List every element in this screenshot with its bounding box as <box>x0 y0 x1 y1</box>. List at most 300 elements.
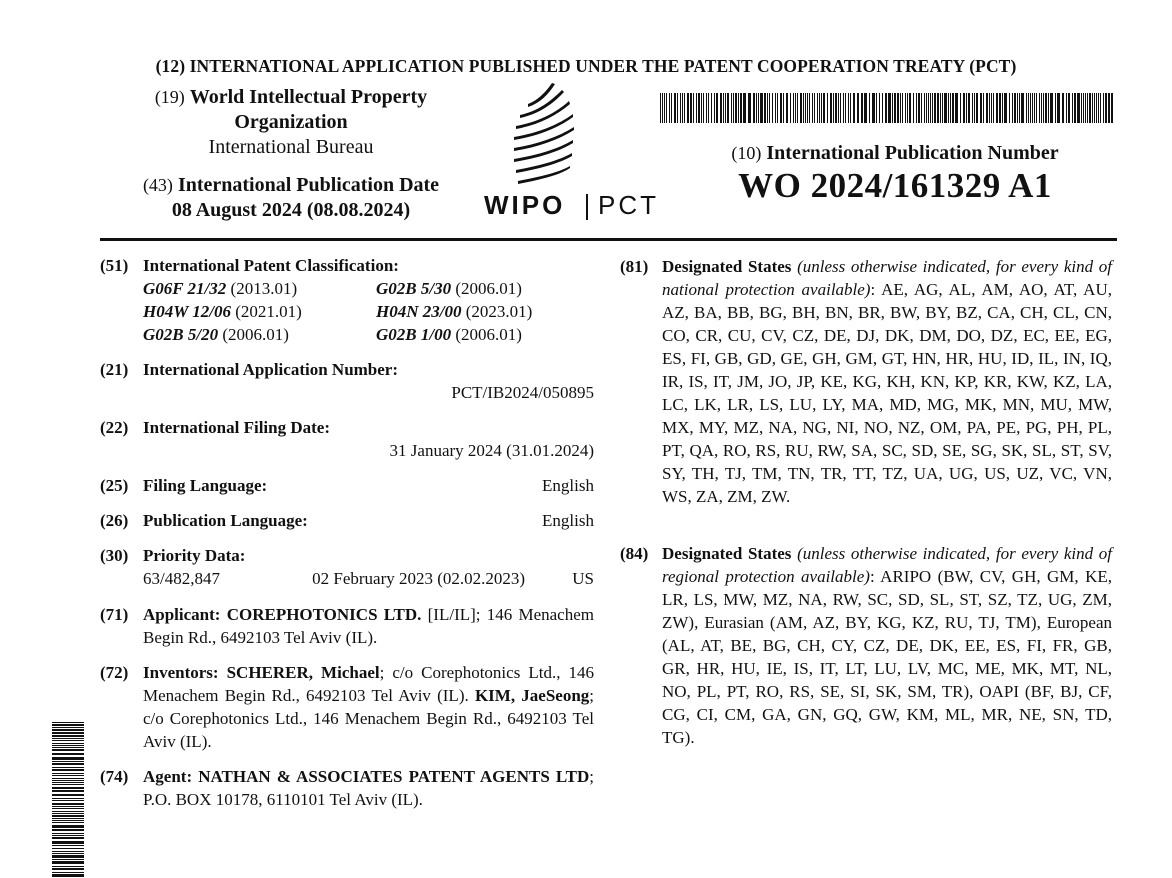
barcode-bar <box>918 93 920 123</box>
barcode-bar <box>861 93 863 123</box>
filing-lang-value: English <box>542 476 594 495</box>
agent-label: Agent: <box>143 767 193 786</box>
field-designated-regional <box>620 542 1112 749</box>
barcode-bar <box>767 93 768 123</box>
barcode-bar <box>790 93 791 123</box>
barcode-bar <box>52 822 84 823</box>
barcode-bar <box>701 93 702 123</box>
field-publication-language <box>100 509 594 532</box>
barcode-bar <box>52 859 84 860</box>
app-number-value: PCT/IB2024/050895 <box>451 383 594 402</box>
pub-date-label: International Publication Date <box>177 174 440 196</box>
applicant-address: [IL/IL]; 146 Menachem Begin Rd., 6492103 Tel Aviv (IL). <box>143 605 594 647</box>
barcode-bar <box>684 93 685 123</box>
barcode-bar <box>974 93 975 123</box>
barcode-bar <box>52 769 84 771</box>
app-number-code: (21) <box>100 360 129 379</box>
barcode-bar <box>52 724 84 726</box>
barcode-bar <box>775 93 776 123</box>
logo-divider <box>586 194 588 220</box>
barcode-bar <box>909 93 911 123</box>
barcode-bar <box>955 93 958 123</box>
barcode-bar <box>882 93 883 123</box>
barcode-bar <box>897 93 899 123</box>
field-filing-date <box>100 416 594 462</box>
barcode-bar <box>845 93 846 123</box>
inventor-address-2: ; c/o Corephotonics Ltd., 146 Menachem Begin Rd., 6492103 Tel Aviv (IL). <box>143 686 595 751</box>
barcode-bar <box>52 811 84 812</box>
barcode-bar <box>793 93 794 123</box>
pub-lang-code: (26) <box>100 511 129 530</box>
barcode-bar <box>1055 93 1056 123</box>
barcode-bar <box>52 803 84 805</box>
barcode-bar <box>1039 93 1040 123</box>
barcode-bar <box>1043 93 1044 123</box>
barcode-bar <box>52 813 84 814</box>
barcode-bar <box>795 93 796 123</box>
barcode-bar <box>1019 93 1020 123</box>
barcode-bar <box>989 93 990 123</box>
barcode-side-icon <box>52 722 84 878</box>
ipc-code: (51) <box>100 256 129 275</box>
barcode-bar <box>809 93 810 123</box>
barcode-bar <box>52 861 84 864</box>
barcode-bar <box>693 93 694 123</box>
filing-lang-code: (25) <box>100 476 129 495</box>
barcode-bar <box>735 93 737 123</box>
applicant-name: COREPHOTONICS LTD. <box>226 605 422 624</box>
agent-address: ; P.O. BOX 10178, 6110101 Tel Aviv (IL). <box>143 767 595 809</box>
barcode-bar <box>52 761 84 762</box>
barcode-bar <box>52 738 84 739</box>
barcode-bar <box>1098 93 1099 123</box>
barcode-bar <box>797 93 798 123</box>
pub-lang-value: English <box>542 511 594 530</box>
barcode-bar <box>764 93 766 123</box>
barcode-bar <box>52 787 84 789</box>
agent-code: (74) <box>100 767 129 786</box>
pub-number-label: International Publication Number <box>766 142 1059 164</box>
barcode-bar <box>1096 93 1097 123</box>
barcode-bar <box>52 794 84 796</box>
barcode-bar <box>812 93 813 123</box>
inventors-code: (72) <box>100 663 129 682</box>
barcode-bar <box>52 778 84 779</box>
barcode-bar <box>916 93 917 123</box>
barcode-bar <box>52 753 84 755</box>
barcode-bar <box>835 93 837 123</box>
barcode-bar <box>786 93 788 123</box>
barcode-bar <box>996 93 998 123</box>
pub-date-code: (43) <box>142 175 173 195</box>
barcode-bar <box>690 93 692 123</box>
priority-code: (30) <box>100 546 129 565</box>
barcode-bar <box>1074 93 1076 123</box>
designated-national-code: (81) <box>620 257 649 276</box>
barcode-bar <box>733 93 734 123</box>
barcode-bar <box>52 818 84 819</box>
barcode-bar <box>677 93 678 123</box>
barcode-bar <box>950 93 951 123</box>
barcode-bar <box>52 782 84 783</box>
barcode-bar <box>52 845 84 846</box>
barcode-bar <box>1004 93 1007 123</box>
barcode-bar <box>850 93 851 123</box>
barcode-bar <box>999 93 1001 123</box>
designated-national-label: Designated States <box>662 257 792 276</box>
org-name-line1: World Intellectual Property <box>189 86 428 108</box>
barcode-bar <box>1021 93 1024 123</box>
barcode-bar <box>52 815 84 817</box>
barcode-bar <box>52 763 84 765</box>
barcode-bar <box>900 93 901 123</box>
barcode-bar <box>1083 93 1084 123</box>
barcode-bar <box>907 93 908 123</box>
barcode-bar <box>52 853 84 854</box>
barcode-bar <box>843 93 844 123</box>
field-filing-language <box>100 474 594 497</box>
barcode-bar <box>52 757 84 760</box>
barcode-bar <box>783 93 784 123</box>
barcode-bar <box>52 747 84 748</box>
barcode-bar <box>1111 93 1113 123</box>
barcode-bar <box>937 93 939 123</box>
field-designated-national <box>620 255 1112 508</box>
barcode-bar <box>888 93 891 123</box>
barcode-bar <box>1057 93 1060 123</box>
barcode-bar <box>1108 93 1110 123</box>
barcode-bar <box>1085 93 1086 123</box>
barcode-bar <box>894 93 896 123</box>
barcode-bar <box>666 93 667 123</box>
barcode-bar <box>743 93 746 123</box>
barcode-bar <box>853 93 855 123</box>
barcode-bar <box>963 93 965 123</box>
barcode-bar <box>52 740 84 741</box>
barcode-bar <box>848 93 849 123</box>
barcode-bar <box>52 833 84 834</box>
barcode-bar <box>780 93 782 123</box>
barcode-bar <box>800 93 802 123</box>
priority-row <box>143 567 594 590</box>
barcode-bar <box>814 93 815 123</box>
org-bureau: International Bureau <box>208 136 374 158</box>
barcode-bar <box>52 775 84 776</box>
barcode-bar <box>52 732 84 734</box>
barcode-bar <box>942 93 943 123</box>
barcode-bar <box>940 93 941 123</box>
ipc-item: H04W 12/06 (2021.01) <box>143 302 302 321</box>
barcode-bar <box>857 93 859 123</box>
barcode-bar <box>674 93 676 123</box>
barcode-bar <box>819 93 820 123</box>
barcode-bar <box>1081 93 1082 123</box>
barcode-bar <box>52 767 84 768</box>
barcode-top-icon <box>660 93 1114 123</box>
barcode-bar <box>966 93 967 123</box>
barcode-bar <box>727 93 729 123</box>
barcode-bar <box>760 93 763 123</box>
barcode-bar <box>682 93 683 123</box>
document-header: (12) INTERNATIONAL APPLICATION PUBLISHED UNDER THE PATENT COOPERATION TREATY (PCT) <box>155 56 1017 76</box>
barcode-bar <box>926 93 927 123</box>
barcode-bar <box>660 93 661 123</box>
barcode-bar <box>1089 93 1091 123</box>
barcode-bar <box>913 93 914 123</box>
barcode-bar <box>885 93 887 123</box>
barcode-bar <box>52 784 84 785</box>
barcode-bar <box>952 93 954 123</box>
designated-regional-code: (84) <box>620 544 649 563</box>
organization-block <box>130 85 452 160</box>
barcode-bar <box>817 93 818 123</box>
barcode-bar <box>664 93 665 123</box>
inventor-name-2: KIM, JaeSeong <box>474 686 590 705</box>
barcode-bar <box>905 93 906 123</box>
barcode-bar <box>52 743 84 744</box>
pub-lang-label: Publication Language: <box>143 511 308 530</box>
field-applicant <box>100 603 594 649</box>
barcode-bar <box>52 825 84 828</box>
barcode-bar <box>52 848 84 849</box>
barcode-bar <box>52 798 84 799</box>
barcode-bar <box>720 93 722 123</box>
org-name-line2: Organization <box>234 111 348 133</box>
barcode-bar <box>879 93 880 123</box>
ipc-item: H04N 23/00 (2023.01) <box>376 302 533 321</box>
priority-label: Priority Data: <box>143 546 246 565</box>
barcode-bar <box>1100 93 1101 123</box>
barcode-bar <box>52 866 84 867</box>
field-agent <box>100 765 594 811</box>
barcode-bar <box>1048 93 1049 123</box>
barcode-bar <box>1094 93 1095 123</box>
designated-national-note: (unless otherwise indicated, for every kind of national protection available) <box>662 257 1112 299</box>
barcode-bar <box>52 808 84 809</box>
barcode-bar <box>769 93 770 123</box>
barcode-bar <box>714 93 715 123</box>
barcode-bar <box>932 93 933 123</box>
barcode-bar <box>805 93 806 123</box>
barcode-bar <box>960 93 961 123</box>
barcode-bar <box>52 727 84 728</box>
barcode-bar <box>876 93 877 123</box>
barcode-bar <box>902 93 903 123</box>
barcode-bar <box>52 749 84 751</box>
ipc-item: G02B 5/20 (2006.01) <box>143 325 289 344</box>
barcode-bar <box>872 93 875 123</box>
barcode-bar <box>840 93 841 123</box>
barcode-bar <box>1012 93 1013 123</box>
barcode-bar <box>703 93 704 123</box>
barcode-bar <box>1103 93 1104 123</box>
barcode-bar <box>52 780 84 781</box>
barcode-bar <box>921 93 922 123</box>
ipc-item: G06F 21/32 (2013.01) <box>143 279 298 298</box>
barcode-bar <box>52 806 84 807</box>
barcode-bar <box>1009 93 1010 123</box>
wipo-wordmark: WIPO <box>484 190 566 220</box>
priority-date: 02 February 2023 (02.02.2023) <box>312 569 526 588</box>
applicant-label: Applicant: <box>143 605 221 624</box>
ipc-label: International Patent Classification: <box>143 256 399 275</box>
barcode-bar <box>52 722 84 723</box>
barcode-bar <box>1041 93 1042 123</box>
filing-lang-label: Filing Language: <box>143 476 268 495</box>
barcode-bar <box>833 93 834 123</box>
inventors-label: Inventors: <box>143 663 219 682</box>
barcode-bar <box>1045 93 1047 123</box>
pub-number-code: (10) <box>731 143 762 163</box>
barcode-bar <box>821 93 822 123</box>
barcode-bar <box>1014 93 1016 123</box>
ipc-item: G02B 1/00 (2006.01) <box>376 325 522 344</box>
barcode-bar <box>827 93 828 123</box>
designated-national-list: : AE, AG, AL, AM, AO, AT, AU, AZ, BA, BB, BG, BH, BN, BR, BW, BY, BZ, CA, CH, CL, CN, CO, CR, CU, CV, CZ, DE, DJ, DK, DM, DO, DZ, EC, EE, EG, ES, FI, GB, GD, GE, GH, GM, GT, HN, HR, HU, ID, IL, IN, IQ, IR, IS, IT, JM, JO, JP, KE, KG, KH, KN, KP, KR, KW, KZ, LA, LC, LK, LR, LS, LU, LY, MA, MD, MG, MK, MN, MU, MW, MX, MY, MZ, NA, NG, NI, NO, NZ, OM, PA, PE, PG, PH, PL, PT, QA, RO, RS, RU, RW, SA, SC, SD, SE, SG, SK, SL, ST, SV, SY, TH, TJ, TM, TN, TR, TT, TZ, UA, UG, US, UZ, VC, VN, WS, ZA, ZM, ZW. <box>662 280 1112 506</box>
barcode-bar <box>680 93 681 123</box>
publication-date-block <box>130 173 452 223</box>
barcode-bar <box>924 93 925 123</box>
barcode-bar <box>52 790 84 792</box>
field-priority <box>100 544 594 590</box>
barcode-bar <box>838 93 839 123</box>
designated-regional-note: (unless otherwise indicated, for every kind of regional protection available) <box>662 544 1112 586</box>
barcode-bar <box>711 93 712 123</box>
barcode-bar <box>993 93 994 123</box>
header-rule <box>100 238 1117 241</box>
barcode-bar <box>698 93 700 123</box>
barcode-bar <box>706 93 707 123</box>
barcode-bar <box>864 93 867 123</box>
filing-date-code: (22) <box>100 418 129 437</box>
barcode-bar <box>748 93 751 123</box>
barcode-bar <box>1028 93 1029 123</box>
barcode-bar <box>740 93 742 123</box>
ipc-item: G02B 5/30 (2006.01) <box>376 279 522 298</box>
barcode-bar <box>52 851 84 852</box>
barcode-bar <box>983 93 984 123</box>
barcode-bar <box>756 93 757 123</box>
barcode-bar <box>803 93 804 123</box>
barcode-bar <box>52 735 84 737</box>
barcode-bar <box>777 93 778 123</box>
agent-name: NATHAN & ASSOCIATES PATENT AGENTS LTD <box>198 767 590 786</box>
barcode-bar <box>662 93 663 123</box>
barcode-bar <box>669 93 670 123</box>
barcode-bar <box>1032 93 1033 123</box>
field-inventors <box>100 661 594 753</box>
barcode-bar <box>986 93 988 123</box>
barcode-bar <box>930 93 931 123</box>
barcode-bar <box>807 93 808 123</box>
applicant-code: (71) <box>100 605 129 624</box>
barcode-bar <box>869 93 870 123</box>
barcode-bar <box>52 835 84 836</box>
barcode-bar <box>1068 93 1070 123</box>
barcode-bar <box>830 93 832 123</box>
barcode-bar <box>716 93 718 123</box>
barcode-bar <box>944 93 947 123</box>
barcode-bar <box>1105 93 1107 123</box>
designated-regional-list: : ARIPO (BW, CV, GH, GM, KE, LR, LS, MW, MZ, NA, RW, SC, SD, SL, ST, SZ, TZ, UG, ZM, ZW), Eurasian (AM, AZ, BY, KG, KZ, RU, TJ, TM), European (AL, AT, BE, BG, CH, CY, CZ, DE, DK, EE, ES, FI, FR, GB, GR, HR, HU, IE, IS, IT, LT, LU, LV, MC, ME, MK, MT, NL, NO, PL, PT, RO, RS, SE, SI, SK, SM, TR), OAPI (BF, BJ, CF, CG, CI, CM, GA, GN, GQ, GW, KM, ML, MR, NE, SN, TD, TG). <box>662 567 1112 747</box>
barcode-bar <box>52 820 84 821</box>
barcode-bar <box>976 93 978 123</box>
barcode-bar <box>671 93 672 123</box>
barcode-bar <box>725 93 726 123</box>
barcode-bar <box>1034 93 1035 123</box>
barcode-bar <box>52 872 84 873</box>
field-ipc <box>100 254 594 346</box>
pct-wordmark: PCT <box>598 190 659 220</box>
barcode-bar <box>1087 93 1088 123</box>
inventor-address-1: ; c/o Corephotonics Ltd., 146 Menachem Begin Rd., 6492103 Tel Aviv (IL). <box>143 663 594 705</box>
barcode-bar <box>52 874 84 877</box>
barcode-bar <box>1036 93 1037 123</box>
barcode-bar <box>1026 93 1027 123</box>
barcode-bar <box>52 837 84 839</box>
barcode-bar <box>52 829 84 831</box>
barcode-bar <box>928 93 929 123</box>
barcode-bar <box>52 868 84 870</box>
barcode-bar <box>948 93 949 123</box>
barcode-bar <box>1002 93 1003 123</box>
filing-date-value: 31 January 2024 (31.01.2024) <box>389 441 594 460</box>
barcode-bar <box>1030 93 1031 123</box>
app-number-label: International Application Number: <box>143 360 399 379</box>
barcode-bar <box>823 93 825 123</box>
barcode-bar <box>934 93 936 123</box>
barcode-bar <box>1050 93 1053 123</box>
barcode-bar <box>52 855 84 858</box>
barcode-bar <box>52 773 84 774</box>
barcode-bar <box>723 93 724 123</box>
barcode-bar <box>1077 93 1080 123</box>
barcode-bar <box>772 93 773 123</box>
barcode-bar <box>753 93 755 123</box>
barcode-bar <box>708 93 709 123</box>
barcode-bar <box>696 93 697 123</box>
barcode-bar <box>892 93 893 123</box>
barcode-bar <box>1062 93 1064 123</box>
barcode-bar <box>52 729 84 731</box>
priority-country: US <box>572 569 594 588</box>
barcode-bar <box>1092 93 1093 123</box>
field-app-number <box>100 358 594 404</box>
barcode-bar <box>731 93 732 123</box>
barcode-bar <box>968 93 970 123</box>
barcode-bar <box>972 93 973 123</box>
barcode-bar <box>758 93 759 123</box>
barcode-bar <box>738 93 739 123</box>
filing-date-label: International Filing Date: <box>143 418 330 437</box>
barcode-bar <box>52 745 84 746</box>
barcode-bar <box>687 93 689 123</box>
pub-date-value: 08 August 2024 (08.08.2024) <box>171 199 411 221</box>
inventor-name-1: SCHERER, Michael <box>226 663 380 682</box>
barcode-bar <box>52 800 84 801</box>
designated-regional-label: Designated States <box>662 544 792 563</box>
priority-number: 63/482,847 <box>143 569 220 588</box>
barcode-bar <box>980 93 982 123</box>
barcode-bar <box>1017 93 1018 123</box>
barcode-bar <box>52 841 84 844</box>
barcode-bar <box>1066 93 1067 123</box>
org-code: (19) <box>154 87 185 107</box>
ipc-grid <box>143 277 594 346</box>
barcode-bar <box>991 93 992 123</box>
barcode-bar <box>1072 93 1073 123</box>
pub-number-value: WO 2024/161329 A1 <box>738 166 1052 205</box>
